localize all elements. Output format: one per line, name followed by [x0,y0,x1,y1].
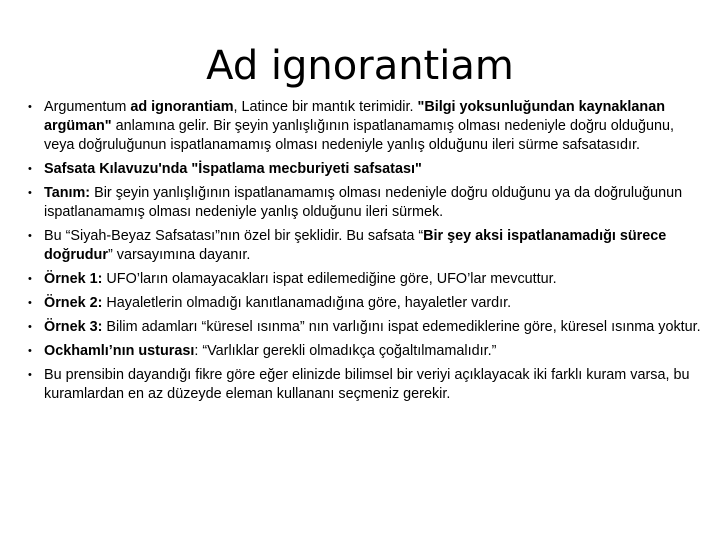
text-run-bold: Örnek 1: [44,271,103,287]
bullet-list [28,98,708,409]
slide-title: Ad ignorantiam [206,43,514,89]
bullet-dot-icon: • [28,345,32,357]
bullet-dot-icon: • [28,163,32,175]
bullet-text [44,99,674,153]
bullet-text [44,343,496,359]
bullet-text [44,161,422,177]
text-run-bold: Ockhamlı’nın usturası [44,343,195,359]
text-run: ” varsayımına dayanır. [107,247,251,263]
bullet-item [28,227,708,265]
bullet-item [28,318,708,337]
text-run-bold: Örnek 2: [44,295,103,311]
bullet-text [44,185,682,220]
text-run: Bir şeyin yanlışlığının ispatlanamamış olması nedeniyle doğru olduğunu ya da doğruluğunun ispatlanamamış olması nedeniyle yanlış olduğunu ileri sürmek. [44,185,683,220]
bullet-item [28,160,708,179]
bullet-text [44,295,511,311]
bullet-item [28,366,708,404]
bullet-text [44,271,557,287]
bullet-dot-icon: • [28,187,32,199]
text-run: UFO’ların olamayacakları ispat edilemediğine göre, UFO’lar mevcuttur. [102,271,557,287]
text-run: , Latince bir mantık terimidir. [233,99,418,115]
text-run: Argumentum [44,99,131,115]
text-run-bold: Örnek 3: [44,319,103,335]
bullet-dot-icon: • [28,369,32,381]
bullet-item [28,270,708,289]
text-run: Bu “Siyah-Beyaz Safsatası”nın özel bir şeklidir. Bu safsata “ [44,228,424,244]
bullet-item [28,184,708,222]
text-run-bold: Tanım: [44,185,91,201]
text-run-bold: Bir şey aksi ispatlanamadığı sürece doğrudur [44,228,667,263]
bullet-dot-icon: • [28,230,32,242]
text-run-bold: ad ignorantiam [130,99,234,115]
bullet-dot-icon: • [28,273,32,285]
bullet-dot-icon: • [28,321,32,333]
text-run: : “Varlıklar gerekli olmadıkça çoğaltılmamalıdır.” [194,343,497,359]
text-run-bold: "Bilgi yoksunluğundan kaynaklanan argüman" [44,99,666,134]
text-run: Hayaletlerin olmadığı kanıtlanamadığına göre, hayaletler vardır. [102,295,512,311]
text-run: Bu prensibin dayandığı fikre göre eğer elinizde bilimsel bir veriyi açıklayacak iki farklı kuram varsa, bu kuramlardan en az düzeyde eleman kullananı seçmeniz gerekir. [44,367,690,402]
text-run-bold: Safsata Kılavuzu'nda "İspatlama mecburiyeti safsatası" [44,161,422,177]
bullet-item [28,98,708,155]
bullet-dot-icon: • [28,297,32,309]
bullet-item [28,342,708,361]
bullet-dot-icon: • [28,101,32,113]
bullet-text [44,319,701,335]
text-run: anlamına gelir. Bir şeyin yanlışlığının ispatlanamamış olması nedeniyle doğru olduğunu, veya doğruluğunun ispatlanamamış olması nedeniyle yanlış olduğunu ileri sürme safsatasıdır. [44,118,674,153]
text-run: Bilim adamları “küresel ısınma” nın varlığını ispat edemediklerine göre, küresel ısınma yoktur. [102,319,701,335]
bullet-text [44,228,666,263]
bullet-text [44,367,689,402]
bullet-item [28,294,708,313]
